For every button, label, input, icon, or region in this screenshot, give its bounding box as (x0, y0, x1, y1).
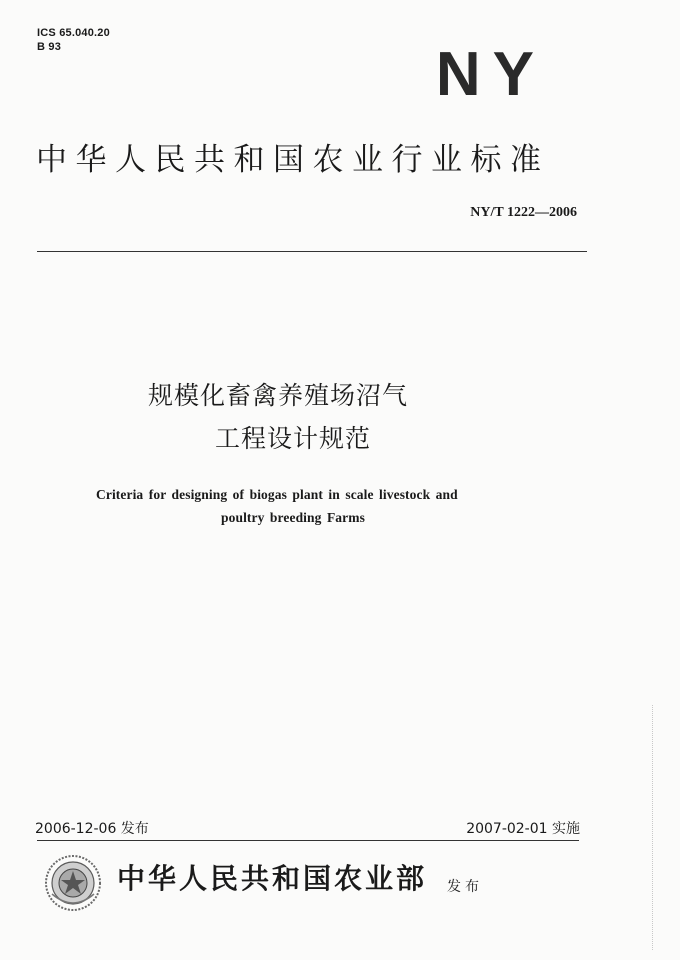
document-title-cn-line2: 工程设计规范 (215, 424, 372, 453)
header-divider (37, 251, 587, 252)
document-title-en-line1: Criteria for designing of biogas plant in scale livestock and (96, 487, 458, 502)
ccs-code: B 93 (37, 41, 62, 53)
standard-number: NY/T 1222—2006 (470, 205, 577, 220)
document-title-cn-line1: 规模化畜禽养殖场沼气 (148, 381, 409, 410)
issue-date: 2006-12-06 发布 (35, 821, 149, 837)
industry-standard-title: 中华人民共和国农业行业标准 (36, 142, 550, 178)
scan-edge-line (652, 705, 653, 950)
publisher-name: 中华人民共和国农业部 (117, 862, 428, 895)
publish-label: 发布 (447, 879, 483, 895)
ministry-seal-icon (44, 854, 102, 912)
ny-logo: NY (435, 40, 546, 109)
footer-divider (37, 840, 579, 841)
document-title-en-line2: poultry breeding Farms (221, 510, 365, 525)
ics-code: ICS 65.040.20 (37, 27, 110, 39)
implementation-date: 2007-02-01 实施 (466, 821, 580, 837)
